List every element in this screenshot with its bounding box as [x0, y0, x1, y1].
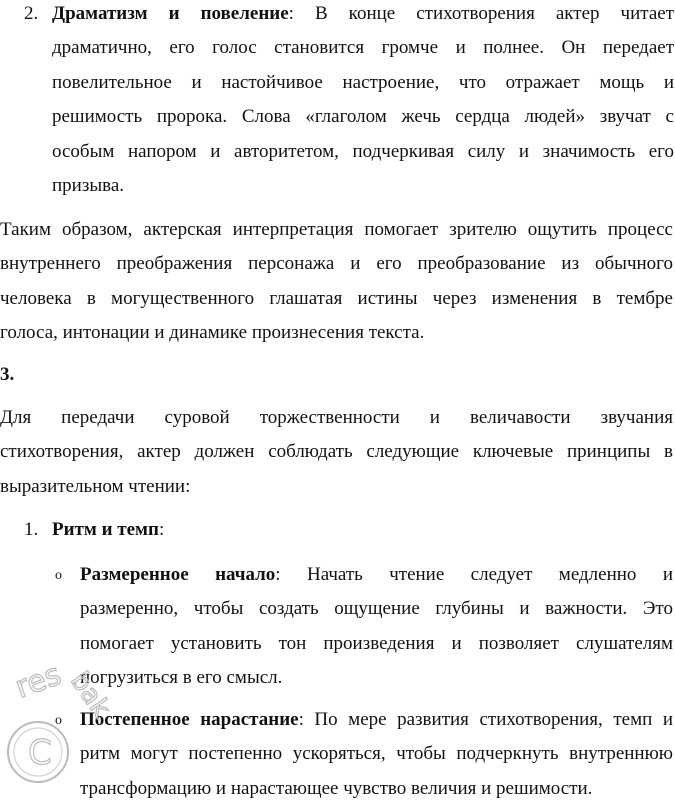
line: выразительном чтении: — [0, 475, 191, 497]
bullet-icon: o — [55, 568, 62, 583]
line: помогает установить тон произведения и позволяет слушателям — [80, 632, 673, 654]
line: размеренно, чтобы создать ощущение глубины и важности. Это — [80, 598, 673, 620]
line: голоса, интонации и динамике произнесения текста. — [0, 322, 425, 344]
line: особым напором и авторитетом, подчеркивая силу и значимость его — [52, 140, 674, 162]
watermark-logo — [0, 640, 150, 800]
item-title: Ритм и темп — [52, 519, 159, 540]
line: погрузиться в его смысл. — [80, 667, 283, 689]
svg-text:bak: bak — [64, 666, 117, 723]
line: драматично, его голос становится громче и полнее. Он передает — [52, 37, 674, 59]
line: повелительное и настойчивое настроение, что отражает мощь и — [52, 71, 674, 93]
line: Таким образом, актерская интерпретация помогает зрителю ощутить процесс — [0, 219, 673, 240]
list-number: 2. — [24, 3, 39, 24]
line — [80, 558, 673, 592]
line: ритм могут постепенно ускоряться, чтобы подчеркнуть внутреннюю — [80, 743, 673, 765]
line: внутреннего преображения персонажа и его преобразование из обычного — [0, 253, 673, 275]
item-title: Размеренное начало — [80, 564, 276, 585]
line: решимость пророка. Слова «глаголом жечь сердца людей» звучат с — [52, 106, 674, 128]
line: стихотворения, актер должен соблюдать следующие ключевые принципы в — [0, 441, 673, 463]
line: человека в могущественного глашатая истины через изменения в тембре — [0, 287, 673, 309]
section-heading — [0, 358, 14, 392]
line: призыва. — [52, 174, 125, 196]
sub-item-2 — [55, 703, 673, 806]
svg-text:C: C — [28, 733, 52, 773]
text: : В конце стихотворения актер читает — [288, 3, 674, 24]
bullet-icon: o — [55, 713, 62, 728]
line: Для передачи суровой торжественности и величавости звучания — [0, 407, 673, 428]
intro-paragraph — [0, 401, 673, 504]
text: : По мере развития стихотворения, темп и — [298, 709, 673, 730]
section-number: 3. — [0, 364, 15, 385]
line — [80, 703, 673, 737]
conclusion-paragraph — [0, 213, 673, 351]
list-item-2 — [24, 0, 674, 203]
list-number: 1. — [24, 519, 39, 540]
text: : — [158, 519, 165, 540]
svg-text:res: res — [10, 656, 66, 706]
text: : Начать чтение следует медленно и — [275, 564, 673, 585]
line: трансформацию и нарастающее чувство величия и решимости. — [80, 777, 593, 799]
list-item-1 — [24, 513, 165, 547]
line — [52, 0, 674, 31]
item-title: Драматизм и повеление — [52, 3, 289, 24]
item-title: Постепенное нарастание — [80, 709, 299, 730]
